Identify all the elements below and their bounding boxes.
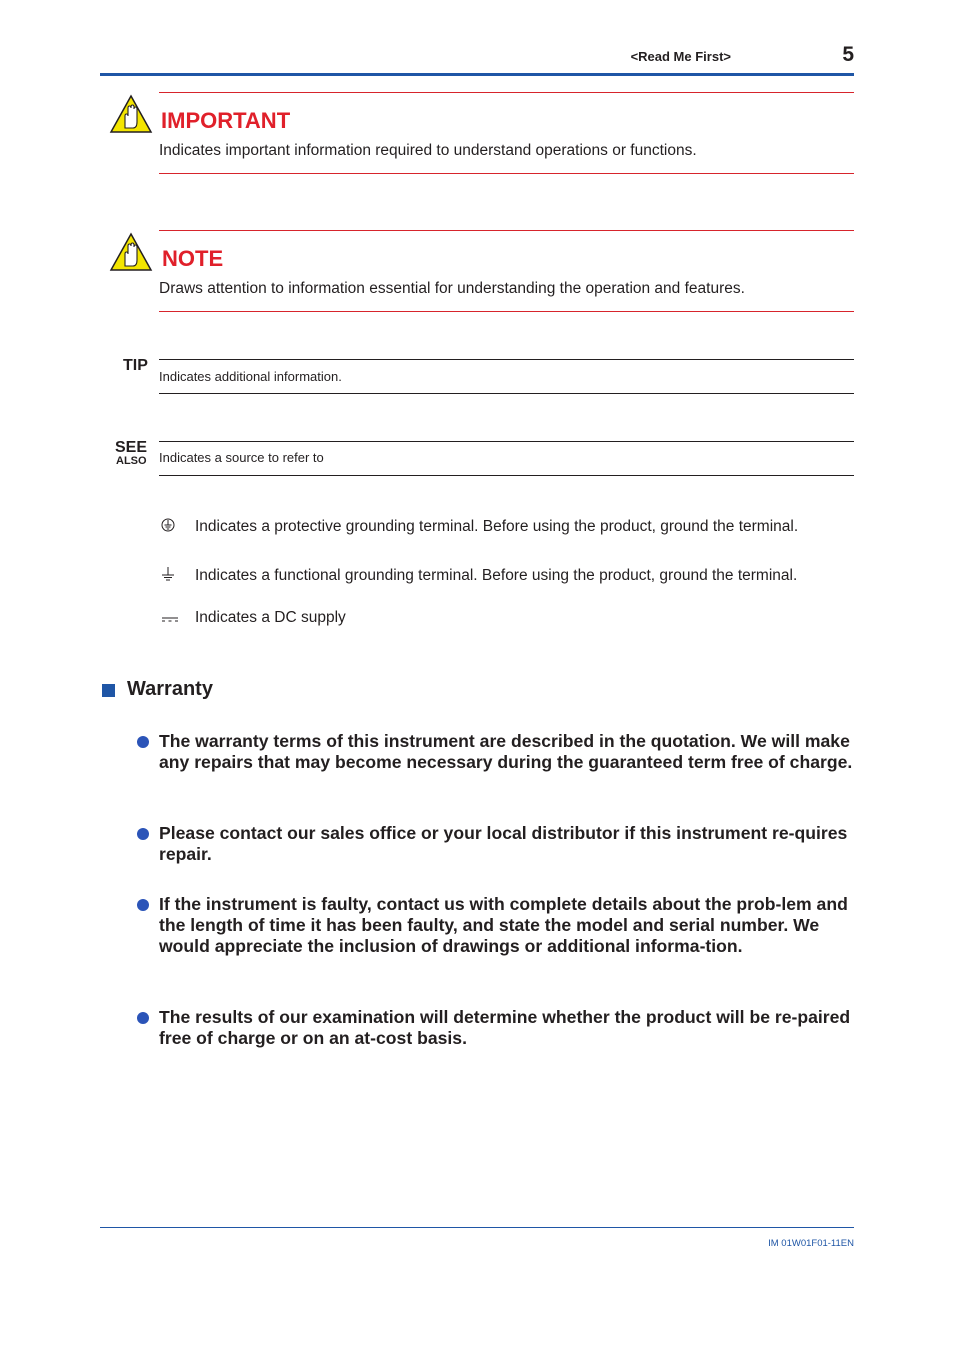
tip-label: TIP xyxy=(123,357,148,374)
important-heading: IMPORTANT xyxy=(161,108,291,133)
header-title: <Read Me First> xyxy=(630,49,731,64)
important-bottom-rule xyxy=(159,173,854,174)
footer-rule xyxy=(100,1227,854,1228)
header-rule xyxy=(100,73,854,76)
hand-warning-icon xyxy=(109,232,153,272)
note-text: Draws attention to information essential for understanding the operation and features. xyxy=(159,280,745,297)
section-title-warranty: Warranty xyxy=(127,678,213,700)
symbol-text-dc-supply: Indicates a DC supply xyxy=(195,609,346,626)
see-also-label-top: SEE xyxy=(115,439,148,456)
protective-ground-icon xyxy=(160,517,180,533)
see-also-label-bottom: ALSO xyxy=(116,455,147,467)
warranty-item: Please contact our sales office or your local distributor if this instrument re-quires repair. xyxy=(159,823,848,864)
tip-bottom-rule xyxy=(159,393,854,394)
tip-top-rule xyxy=(159,359,854,360)
see-also-bottom-rule xyxy=(159,475,854,476)
important-text: Indicates important information required to understand operations or functions. xyxy=(159,142,697,159)
tip-text: Indicates additional information. xyxy=(159,369,342,384)
page-number: 5 xyxy=(842,43,854,66)
bullet-dot-icon xyxy=(137,828,149,840)
note-top-rule xyxy=(159,230,854,231)
warranty-item: The results of our examination will determine whether the product will be re-paired free of charge or on an at-cost basis. xyxy=(159,1007,851,1048)
symbol-text-protective-ground: Indicates a protective grounding terminal. Before using the product, ground the terminal. xyxy=(195,518,799,535)
warranty-item: The warranty terms of this instrument are described in the quotation. We will make any repairs that may become necessary during the guaranteed term free of charge. xyxy=(159,731,853,772)
bullet-dot-icon xyxy=(137,1012,149,1024)
warranty-item: If the instrument is faulty, contact us with complete details about the prob-lem and the length of time it has been faulty, and state the model and serial number. We would appreciate the inclusion of drawings or additional informa-tion. xyxy=(159,894,848,956)
bullet-dot-icon xyxy=(137,899,149,911)
functional-ground-icon xyxy=(160,566,180,582)
see-also-text: Indicates a source to refer to xyxy=(159,450,324,465)
note-bottom-rule xyxy=(159,311,854,312)
section-square-icon xyxy=(102,684,115,697)
symbol-text-functional-ground: Indicates a functional grounding terminal. Before using the product, ground the terminal. xyxy=(195,567,798,584)
hand-warning-icon xyxy=(109,94,153,134)
important-top-rule xyxy=(159,92,854,93)
bullet-dot-icon xyxy=(137,736,149,748)
see-also-top-rule xyxy=(159,441,854,442)
dc-supply-icon xyxy=(160,612,180,628)
note-heading: NOTE xyxy=(162,246,224,271)
footer-doc-code: IM 01W01F01-11EN xyxy=(768,1238,854,1249)
